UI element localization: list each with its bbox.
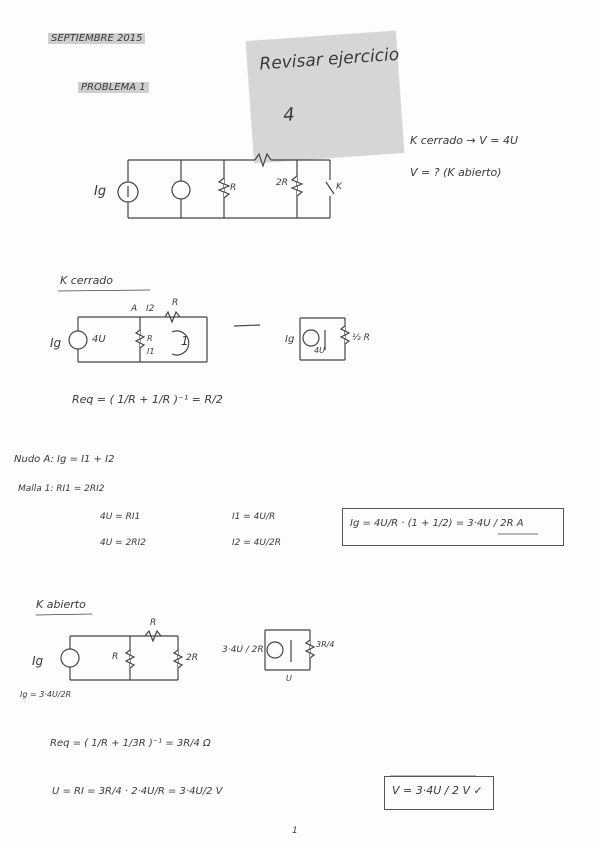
circuit1-k-label: K: [336, 182, 342, 192]
problem-title: PROBLEMA 1: [78, 82, 149, 93]
date-header: SEPTIEMBRE 2015: [48, 33, 145, 44]
section-open-title: K abierto: [36, 598, 86, 611]
sticky-note-number: 4: [282, 104, 296, 126]
eq-malla: Malla 1: RI1 = 2RI2: [18, 484, 105, 494]
loop-label: 1: [181, 334, 189, 348]
section-closed-title: K cerrado: [60, 274, 114, 287]
circuit-1: [118, 154, 334, 218]
eq-1: 4U = RI1: [100, 512, 141, 522]
open-source-fraction: 3·4U / 2R: [222, 645, 264, 655]
equiv-closed-v: 4U: [314, 346, 325, 355]
open-r-label: R: [112, 652, 119, 662]
i2-label: I2: [146, 304, 155, 314]
sticky-note-text: Revisar ejercicio: [258, 44, 400, 75]
circuit1-2r-label: 2R: [276, 178, 288, 188]
open-ig-value: Ig = 3·4U/2R: [20, 690, 72, 699]
eq-ig: Ig = 4U/R · (1 + 1/2) = 3·4U / 2R A: [350, 518, 524, 529]
statement-line-1: K cerrado → V = 4U: [410, 134, 519, 147]
equivalent-open: [265, 630, 314, 670]
eq-i2: I2 = 4U/2R: [232, 538, 281, 548]
statement-line-2: V = ? (K abierto): [410, 166, 502, 179]
eq-nudo: Nudo A: Ig = I1 + I2: [14, 454, 115, 465]
u-equation: U = RI = 3R/4 · 2·4U/R = 3·4U/2 V: [52, 786, 223, 797]
circuit1-source-label: Ig: [94, 184, 107, 199]
closed-source-label: Ig: [50, 336, 62, 350]
open-r-top-label: R: [150, 618, 157, 628]
page-number: 1: [292, 826, 298, 836]
open-2r-label: 2R: [186, 653, 198, 663]
req-open: Req = ( 1/R + 1/3R )⁻¹ = 3R/4 Ω: [50, 738, 211, 749]
node-a-label: A: [131, 304, 138, 314]
equiv-closed-r: ½ R: [352, 333, 370, 343]
eq-2: 4U = 2RI2: [100, 538, 146, 548]
eq-i1: I1 = 4U/R: [232, 512, 276, 522]
closed-v-label: 4U: [92, 334, 106, 345]
r-top-label: R: [172, 298, 179, 308]
closed-r-label: R: [147, 334, 153, 343]
closed-i1-label: I1: [147, 347, 155, 356]
req-closed: Req = ( 1/R + 1/R )⁻¹ = R/2: [72, 393, 223, 406]
open-source-label: Ig: [32, 654, 44, 668]
final-answer: V = 3·4U / 2 V ✓: [392, 784, 483, 797]
open-u-label: U: [286, 674, 292, 683]
circuit1-r-label: R: [230, 183, 237, 193]
equiv-closed-source: Ig: [285, 334, 295, 345]
circuit-open: [61, 631, 182, 680]
open-r-eq: 3R/4: [316, 640, 335, 649]
